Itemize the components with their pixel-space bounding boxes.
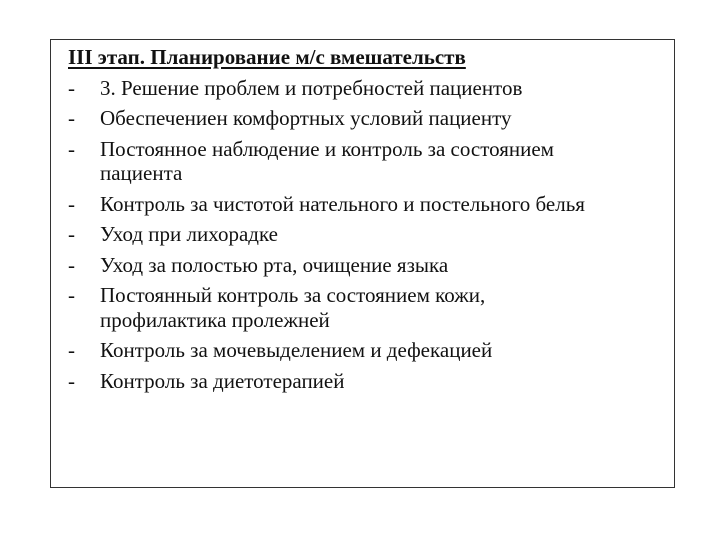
bullet-dash: -	[68, 75, 75, 100]
list-item	[68, 219, 668, 250]
list-item-text	[100, 134, 668, 189]
list-item	[68, 250, 668, 281]
list-item-text	[100, 335, 668, 366]
list-item-line: Обеспечениен комфортных условий пациенту	[100, 106, 512, 130]
bullet-dash: -	[68, 338, 75, 362]
list-item	[68, 280, 668, 335]
slide-heading: III этап. Планирование м/с вмешательств	[68, 45, 466, 69]
list-item-text	[100, 103, 668, 134]
list-item-line: Постоянный контроль за состоянием кожи,	[100, 283, 486, 307]
bullet-dash: -	[68, 252, 75, 277]
list-item-line: Контроль за мочевыделением и дефекацией	[100, 338, 493, 362]
list-item-line-continuation: профилактика пролежней	[100, 307, 330, 332]
list-item	[68, 73, 668, 104]
list-item	[68, 335, 668, 366]
list-item-text	[100, 280, 668, 335]
slide-content	[68, 42, 668, 396]
list-item-text	[100, 219, 668, 250]
bullet-dash: -	[68, 368, 75, 393]
bullet-dash: -	[68, 191, 75, 216]
list-item-line: Уход за полостью рта, очищение языка	[100, 252, 449, 277]
bullet-dash: -	[68, 106, 75, 130]
list-item-text	[100, 189, 668, 220]
intervention-list	[68, 73, 668, 397]
list-item-line: Постоянное наблюдение и контроль за состоянием	[100, 136, 554, 161]
bullet-dash: -	[68, 222, 75, 246]
list-item-line: Контроль за диетотерапией	[100, 368, 345, 393]
list-item-text	[100, 366, 668, 397]
list-item	[68, 134, 668, 189]
bullet-dash: -	[68, 283, 75, 307]
list-item-line-continuation: пациента	[100, 161, 183, 185]
list-item	[68, 189, 668, 220]
list-item-line: Контроль за чистотой нательного и постельного белья	[100, 191, 585, 216]
bullet-dash: -	[68, 136, 75, 161]
list-item-text	[100, 250, 668, 281]
list-item-line: 3. Решение проблем и потребностей пациентов	[100, 75, 523, 100]
list-item	[68, 103, 668, 134]
list-item	[68, 366, 668, 397]
list-item-text	[100, 73, 668, 104]
list-item-line: Уход при лихорадке	[100, 222, 278, 246]
